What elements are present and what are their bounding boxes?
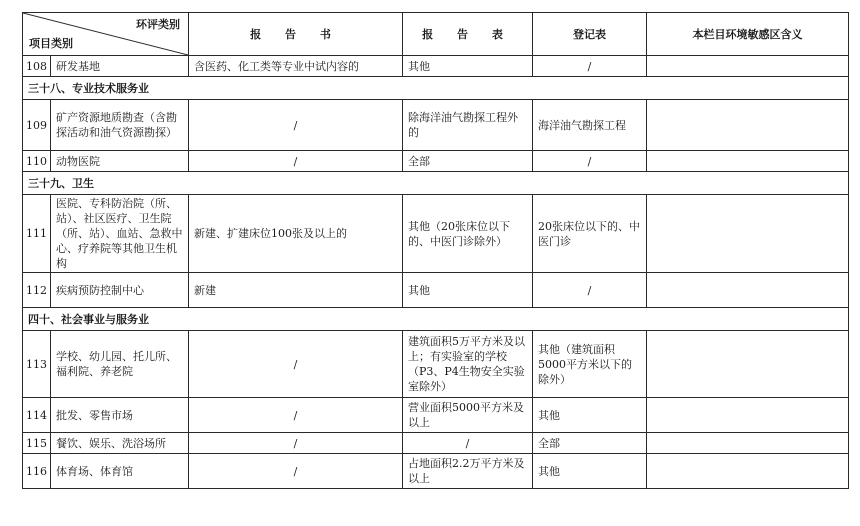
table-row — [23, 454, 849, 489]
table-row — [23, 195, 849, 273]
row-number: 108 — [23, 56, 51, 77]
sensitive-area-cell — [647, 331, 849, 398]
table-row — [23, 398, 849, 433]
row-number: 114 — [23, 398, 51, 433]
project-category-cell: 动物医院 — [51, 151, 189, 172]
section-header-row — [23, 172, 849, 195]
report-book-cell: / — [189, 331, 403, 398]
header-register-form: 登记表 — [533, 13, 647, 56]
report-form-cell: 其他 — [403, 273, 533, 308]
header-report-book: 报 告 书 — [189, 13, 403, 56]
report-form-cell: / — [403, 433, 533, 454]
section-header-row — [23, 308, 849, 331]
table-row — [23, 151, 849, 172]
sensitive-area-cell — [647, 56, 849, 77]
header-row — [23, 13, 849, 56]
register-form-cell: 其他（建筑面积5000平方米以下的除外） — [533, 331, 647, 398]
register-form-cell: 20张床位以下的、中医门诊 — [533, 195, 647, 273]
register-form-cell: / — [533, 56, 647, 77]
project-category-cell: 批发、零售市场 — [51, 398, 189, 433]
section-title: 四十、社会事业与服务业 — [23, 308, 849, 331]
report-form-cell: 全部 — [403, 151, 533, 172]
table-row — [23, 100, 849, 151]
report-form-cell: 除海洋油气勘探工程外的 — [403, 100, 533, 151]
report-form-cell: 营业面积5000平方米及以上 — [403, 398, 533, 433]
eia-classification-table-page — [22, 12, 848, 489]
report-book-cell: / — [189, 433, 403, 454]
section-title: 三十八、专业技术服务业 — [23, 77, 849, 100]
register-form-cell: 海洋油气勘探工程 — [533, 100, 647, 151]
register-form-cell: / — [533, 151, 647, 172]
report-form-cell: 其他 — [403, 56, 533, 77]
table-body — [23, 56, 849, 489]
sensitive-area-cell — [647, 454, 849, 489]
report-form-cell: 建筑面积5万平方米及以上；有实验室的学校（P3、P4生物安全实验室除外） — [403, 331, 533, 398]
sensitive-area-cell — [647, 273, 849, 308]
section-header-row — [23, 77, 849, 100]
project-category-cell: 餐饮、娱乐、洗浴场所 — [51, 433, 189, 454]
report-form-cell: 占地面积2.2万平方米及以上 — [403, 454, 533, 489]
project-category-cell: 研发基地 — [51, 56, 189, 77]
report-form-cell: 其他（20张床位以下的、中医门诊除外） — [403, 195, 533, 273]
report-book-cell: / — [189, 100, 403, 151]
project-category-cell: 医院、专科防治院（所、站）、社区医疗、卫生院（所、站）、血站、急救中心、疗养院等其他卫生机构 — [51, 195, 189, 273]
table-row — [23, 56, 849, 77]
register-form-cell: / — [533, 273, 647, 308]
project-category-cell: 学校、幼儿园、托儿所、福利院、养老院 — [51, 331, 189, 398]
sensitive-area-cell — [647, 151, 849, 172]
report-book-cell: 新建 — [189, 273, 403, 308]
sensitive-area-cell — [647, 100, 849, 151]
row-number: 116 — [23, 454, 51, 489]
row-number: 111 — [23, 195, 51, 273]
table-row — [23, 273, 849, 308]
sensitive-area-cell — [647, 398, 849, 433]
report-book-cell: / — [189, 151, 403, 172]
register-form-cell: 全部 — [533, 433, 647, 454]
table-row — [23, 331, 849, 398]
sensitive-area-cell — [647, 433, 849, 454]
section-title: 三十九、卫生 — [23, 172, 849, 195]
table-row — [23, 433, 849, 454]
project-category-cell: 体育场、体育馆 — [51, 454, 189, 489]
register-form-cell: 其他 — [533, 454, 647, 489]
row-number: 115 — [23, 433, 51, 454]
report-book-cell: 含医药、化工类等专业中试内容的 — [189, 56, 403, 77]
report-book-cell: / — [189, 398, 403, 433]
sensitive-area-cell — [647, 195, 849, 273]
row-number: 113 — [23, 331, 51, 398]
row-number: 110 — [23, 151, 51, 172]
report-book-cell: / — [189, 454, 403, 489]
header-report-form: 报 告 表 — [403, 13, 533, 56]
project-category-cell: 疾病预防控制中心 — [51, 273, 189, 308]
header-sensitive-area: 本栏目环境敏感区含义 — [647, 13, 849, 56]
report-book-cell: 新建、扩建床位100张及以上的 — [189, 195, 403, 273]
eia-classification-table — [22, 12, 849, 489]
header-project-category: 项目类别 — [29, 37, 73, 50]
row-number: 112 — [23, 273, 51, 308]
header-corner-cell — [23, 13, 189, 56]
header-eia-category: 环评类别 — [136, 18, 180, 31]
project-category-cell: 矿产资源地质勘查（含勘探活动和油气资源勘探） — [51, 100, 189, 151]
register-form-cell: 其他 — [533, 398, 647, 433]
row-number: 109 — [23, 100, 51, 151]
